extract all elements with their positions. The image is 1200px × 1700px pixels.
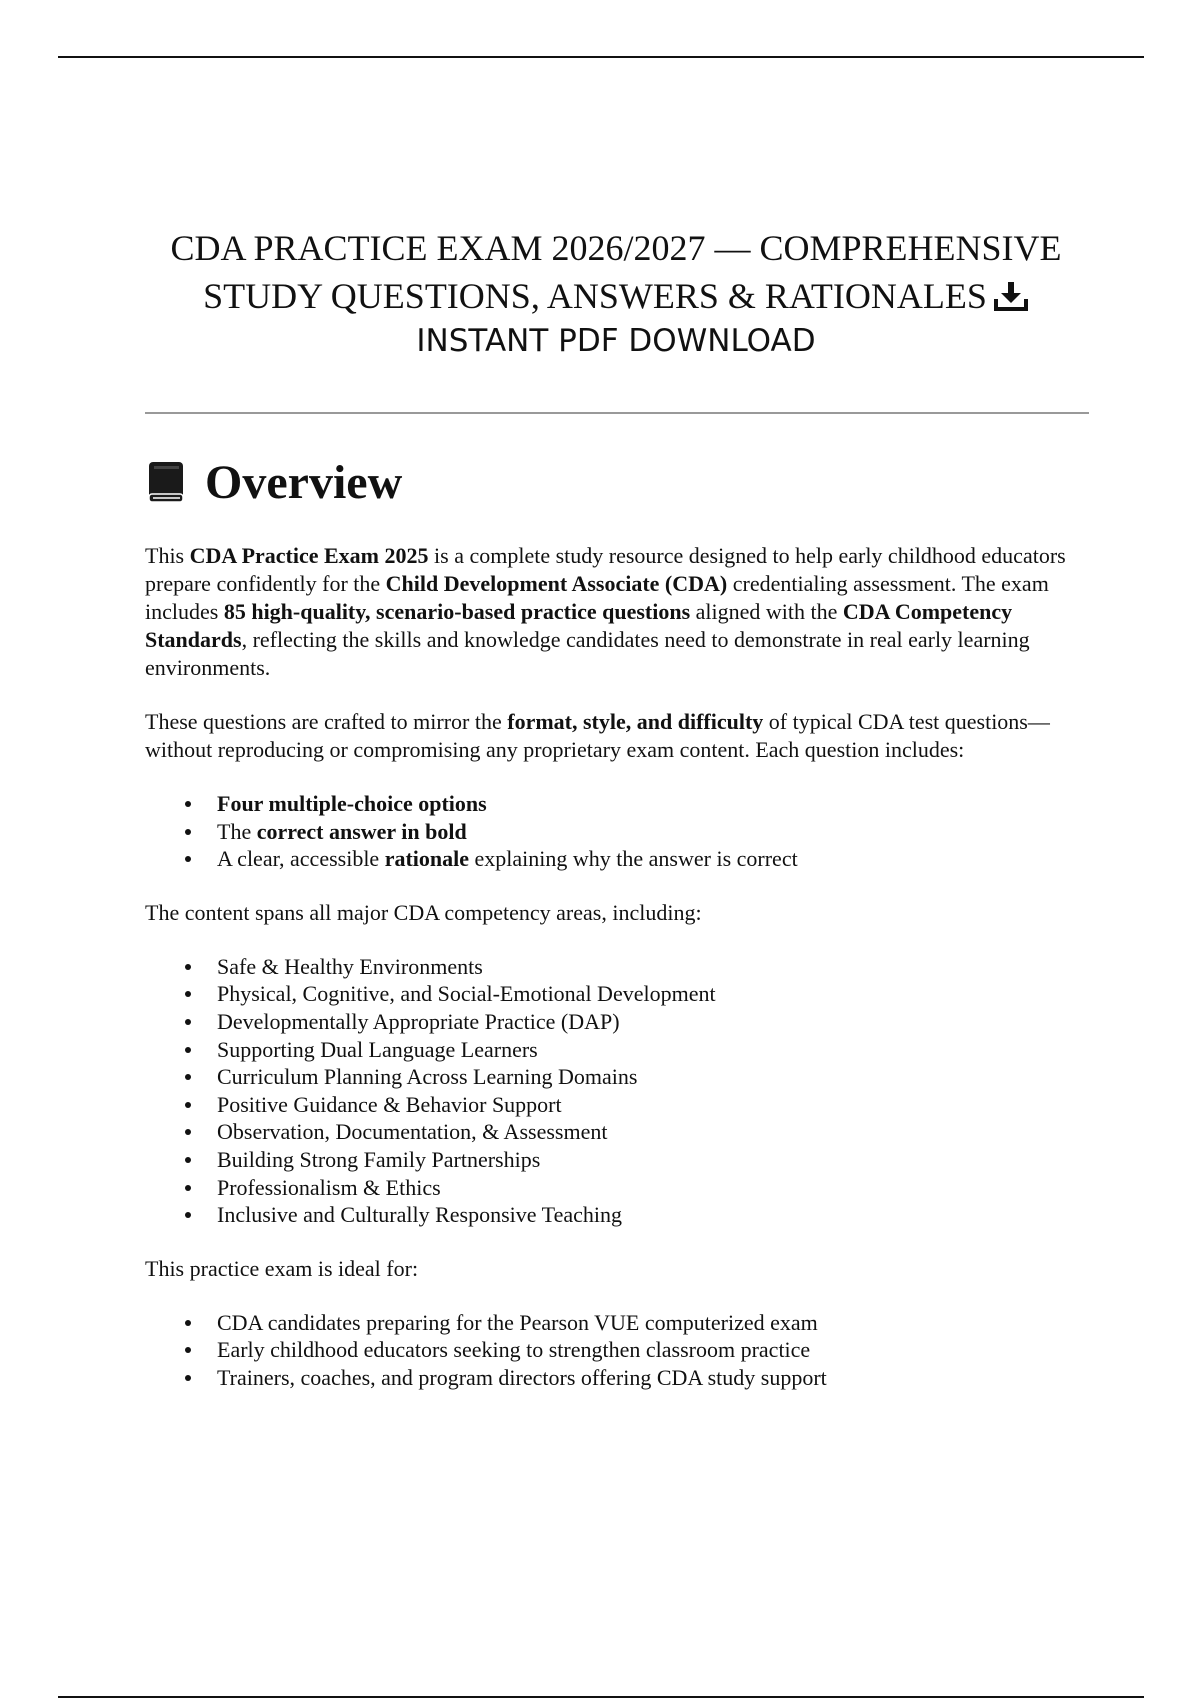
list-item-text: Physical, Cognitive, and Social-Emotional Development bbox=[217, 981, 716, 1007]
bullet-dot bbox=[185, 801, 191, 807]
bullet-dot bbox=[185, 1347, 191, 1353]
title-line-1: CDA PRACTICE EXAM 2026/2027 — COMPREHENSIVE bbox=[170, 228, 1062, 268]
list-item-text: Professionalism & Ethics bbox=[217, 1174, 441, 1200]
bullet-dot bbox=[185, 856, 191, 862]
list-item bbox=[145, 953, 1090, 981]
bullet-dot bbox=[185, 1320, 191, 1326]
bullet-dot bbox=[185, 1019, 191, 1025]
list-item bbox=[145, 1309, 1090, 1337]
bullet-dot bbox=[185, 1157, 191, 1163]
text-run: credentialing assessment. The exam includes bbox=[145, 571, 1049, 624]
bullet-dot bbox=[185, 1047, 191, 1053]
list-item-text: Observation, Documentation, & Assessment bbox=[217, 1119, 608, 1145]
top-rule bbox=[58, 56, 1144, 58]
text-run: aligned with the bbox=[690, 599, 843, 624]
overview-section bbox=[145, 450, 1090, 1418]
overview-heading bbox=[145, 450, 1090, 516]
title-line-3: INSTANT PDF DOWNLOAD bbox=[416, 323, 816, 359]
bullet-dot bbox=[185, 829, 191, 835]
audience-list bbox=[145, 1309, 1090, 1392]
bullet-dot bbox=[185, 964, 191, 970]
list-item-text: Trainers, coaches, and program directors offering CDA study support bbox=[217, 1364, 827, 1390]
list-item-text: Inclusive and Culturally Responsive Teaching bbox=[217, 1202, 622, 1228]
section-divider bbox=[145, 412, 1089, 414]
features-list bbox=[145, 790, 1090, 873]
bullet-dot bbox=[185, 1212, 191, 1218]
document-title bbox=[120, 224, 1112, 362]
text-run: A clear, accessible bbox=[217, 846, 385, 872]
bold-run: format, style, and difficulty bbox=[507, 709, 764, 734]
bottom-rule bbox=[58, 1696, 1144, 1698]
list-item-text: Early childhood educators seeking to strengthen classroom practice bbox=[217, 1337, 811, 1363]
text-run: These questions are crafted to mirror the bbox=[145, 709, 508, 734]
text-run: This bbox=[145, 543, 190, 568]
audience-intro: This practice exam is ideal for: bbox=[145, 1255, 419, 1281]
bullet-dot bbox=[185, 1102, 191, 1108]
overview-heading-text: Overview bbox=[205, 456, 403, 509]
title-line-2-text: STUDY QUESTIONS, ANSWERS & RATIONALES bbox=[203, 276, 987, 316]
bold-run: rationale bbox=[384, 846, 470, 872]
list-item bbox=[145, 980, 1090, 1008]
list-item-text: Safe & Healthy Environments bbox=[217, 953, 483, 979]
bullet-dot bbox=[185, 1129, 191, 1135]
list-item bbox=[145, 1063, 1090, 1091]
list-item-text: Supporting Dual Language Learners bbox=[217, 1036, 538, 1062]
list-item bbox=[145, 1364, 1090, 1392]
list-item-text: Curriculum Planning Across Learning Domains bbox=[217, 1064, 638, 1090]
book-icon bbox=[145, 460, 187, 506]
bold-run: CDA Practice Exam 2025 bbox=[189, 543, 429, 568]
bullet-dot bbox=[185, 1074, 191, 1080]
text-run: , reflecting the skills and knowledge candidates need to demonstrate in real early learning environments. bbox=[145, 627, 1030, 680]
download-tray-icon bbox=[993, 280, 1029, 312]
list-item bbox=[145, 1036, 1090, 1064]
bold-run: Four multiple-choice options bbox=[217, 791, 487, 816]
list-item bbox=[145, 1174, 1090, 1202]
format-paragraph bbox=[145, 708, 1090, 764]
list-item-text: CDA candidates preparing for the Pearson VUE computerized exam bbox=[217, 1309, 818, 1335]
bold-run: 85 high-quality, scenario-based practice questions bbox=[223, 599, 691, 624]
list-item bbox=[145, 1008, 1090, 1036]
list-item bbox=[145, 790, 1090, 818]
list-item bbox=[145, 818, 1090, 846]
list-item-text: Developmentally Appropriate Practice (DAP) bbox=[217, 1008, 620, 1034]
competency-intro: The content spans all major CDA competency areas, including: bbox=[145, 899, 702, 925]
list-item bbox=[145, 1091, 1090, 1119]
text-run: is a complete study resource designed to help early childhood educators prepare confidently for the bbox=[145, 543, 1066, 596]
intro-paragraph bbox=[145, 542, 1090, 682]
list-item bbox=[145, 845, 1090, 873]
list-item bbox=[145, 1118, 1090, 1146]
bold-run: correct answer in bold bbox=[256, 818, 467, 844]
competency-list bbox=[145, 953, 1090, 1229]
list-item bbox=[145, 1146, 1090, 1174]
list-item-text: Positive Guidance & Behavior Support bbox=[217, 1091, 562, 1117]
text-run: The bbox=[217, 818, 257, 844]
title-line-2 bbox=[120, 272, 1112, 320]
list-item bbox=[145, 1336, 1090, 1364]
bold-run: CDA Competency Standards bbox=[145, 599, 1013, 652]
text-run: explaining why the answer is correct bbox=[469, 846, 798, 872]
text-run: of typical CDA test questions—without reproducing or compromising any proprietary exam content. Each question includes: bbox=[145, 709, 1050, 762]
list-item-text: Building Strong Family Partnerships bbox=[217, 1146, 541, 1172]
bullet-dot bbox=[185, 1375, 191, 1381]
bold-run: Child Development Associate (CDA) bbox=[385, 571, 728, 596]
list-item bbox=[145, 1201, 1090, 1229]
bullet-dot bbox=[185, 991, 191, 997]
bullet-dot bbox=[185, 1185, 191, 1191]
